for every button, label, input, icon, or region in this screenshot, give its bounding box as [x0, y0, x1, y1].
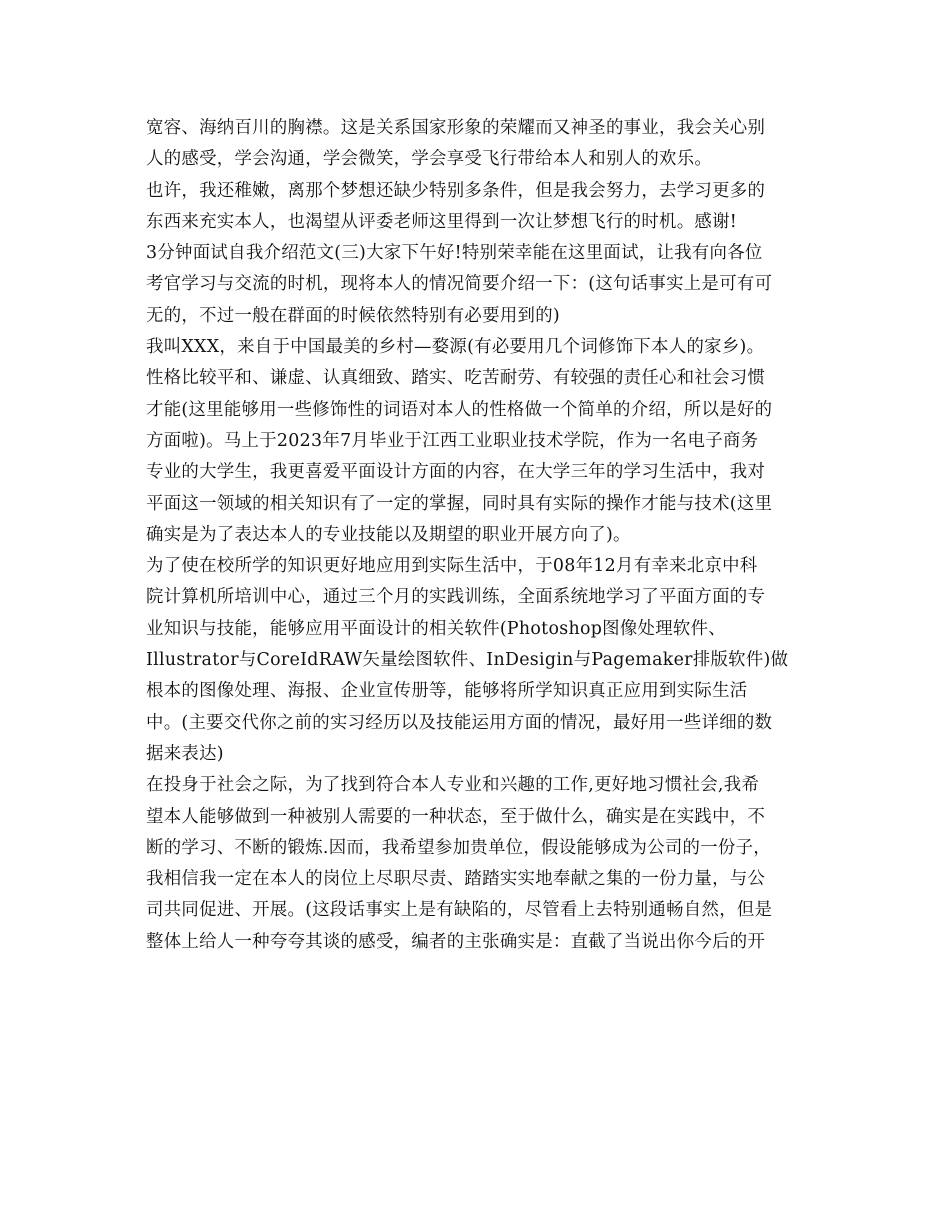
text-line: 性格比较平和、谦虚、认真细致、踏实、吃苦耐劳、有较强的责任心和社会习惯 — [146, 368, 766, 389]
text-line: 3分钟面试自我介绍范文(三)大家下午好!特别荣幸能在这里面试，让我有向各位 — [146, 243, 763, 264]
text-line: 也许，我还稚嫩，离那个梦想还缺少特别多条件，但是我会努力，去学习更多的 — [146, 180, 766, 201]
text-line: 平面这一领域的相关知识有了一定的掌握，同时具有实际的操作才能与技术(这里 — [146, 493, 773, 514]
text-line: 据来表达) — [146, 743, 224, 764]
text-line: 中。(主要交代你之前的实习经历以及技能运用方面的情况，最好用一些详细的数 — [146, 712, 773, 733]
text-line: 考官学习与交流的时机，现将本人的情况简要介绍一下：(这句话事实上是可有可 — [146, 274, 773, 295]
text-line: 为了使在校所学的知识更好地应用到实际生活中，于08年12月有幸来北京中科 — [146, 556, 758, 577]
text-line: 宽容、海纳百川的胸襟。这是关系国家形象的荣耀而又神圣的事业，我会关心别 — [146, 118, 766, 138]
text-line: 我相信我一定在本人的岗位上尽职尽责、踏踏实实地奉献之集的一份力量，与公 — [146, 869, 766, 890]
text-line: 断的学习、不断的锻炼.因而，我希望参加贵单位，假设能够成为公司的一份子， — [146, 837, 772, 858]
text-line: 无的，不过一般在群面的时候依然特别有必要用到的) — [146, 305, 560, 326]
text-line: 望本人能够做到一种被别人需要的一种状态，至于做什么，确实是在实践中，不 — [146, 806, 766, 827]
text-line: 整体上给人一种夸夸其谈的感受，编者的主张确实是：直截了当说出你今后的开 — [146, 931, 766, 952]
text-line: 东西来充实本人，也渴望从评委老师这里得到一次让梦想飞行的时机。感谢! — [146, 211, 738, 232]
text-line: Illustrator与CoreIdRAW矢量绘图软件、InDesigin与Pagemaker排版软件)做 — [146, 650, 789, 671]
text-line: 在投身于社会之际，为了找到符合本人专业和兴趣的工作,更好地习惯社会,我希 — [146, 775, 760, 796]
text-line: 我叫XXX，来自于中国最美的乡村—婺源(有必要用几个词修饰下本人的家乡)。 — [146, 337, 765, 358]
text-line: 专业的大学生，我更喜爱平面设计方面的内容，在大学三年的学习生活中，我对 — [146, 462, 766, 483]
text-line: 司共同促进、开展。(这段话事实上是有缺陷的，尽管看上去特别通畅自然，但是 — [146, 900, 773, 921]
text-line: 院计算机所培训中心，通过三个月的实践训练，全面系统地学习了平面方面的专 — [146, 587, 766, 608]
text-line: 才能(这里能够用一些修饰性的词语对本人的性格做一个简单的介绍，所以是好的 — [146, 399, 773, 420]
text-line: 确实是为了表达本人的专业技能以及期望的职业开展方向了)。 — [146, 524, 631, 545]
text-line: 方面啦)。马上于2023年7月毕业于江西工业职业技术学院，作为一名电子商务 — [146, 430, 759, 451]
text-line: 业知识与技能，能够应用平面设计的相关软件(Photoshop图像处理软件、 — [146, 618, 726, 639]
text-line: 根本的图像处理、海报、企业宣传册等，能够将所学知识真正应用到实际生活 — [146, 681, 748, 702]
text-line: 人的感受，学会沟通，学会微笑，学会享受飞行带给本人和别人的欢乐。 — [146, 149, 713, 170]
document-body — [146, 113, 810, 958]
